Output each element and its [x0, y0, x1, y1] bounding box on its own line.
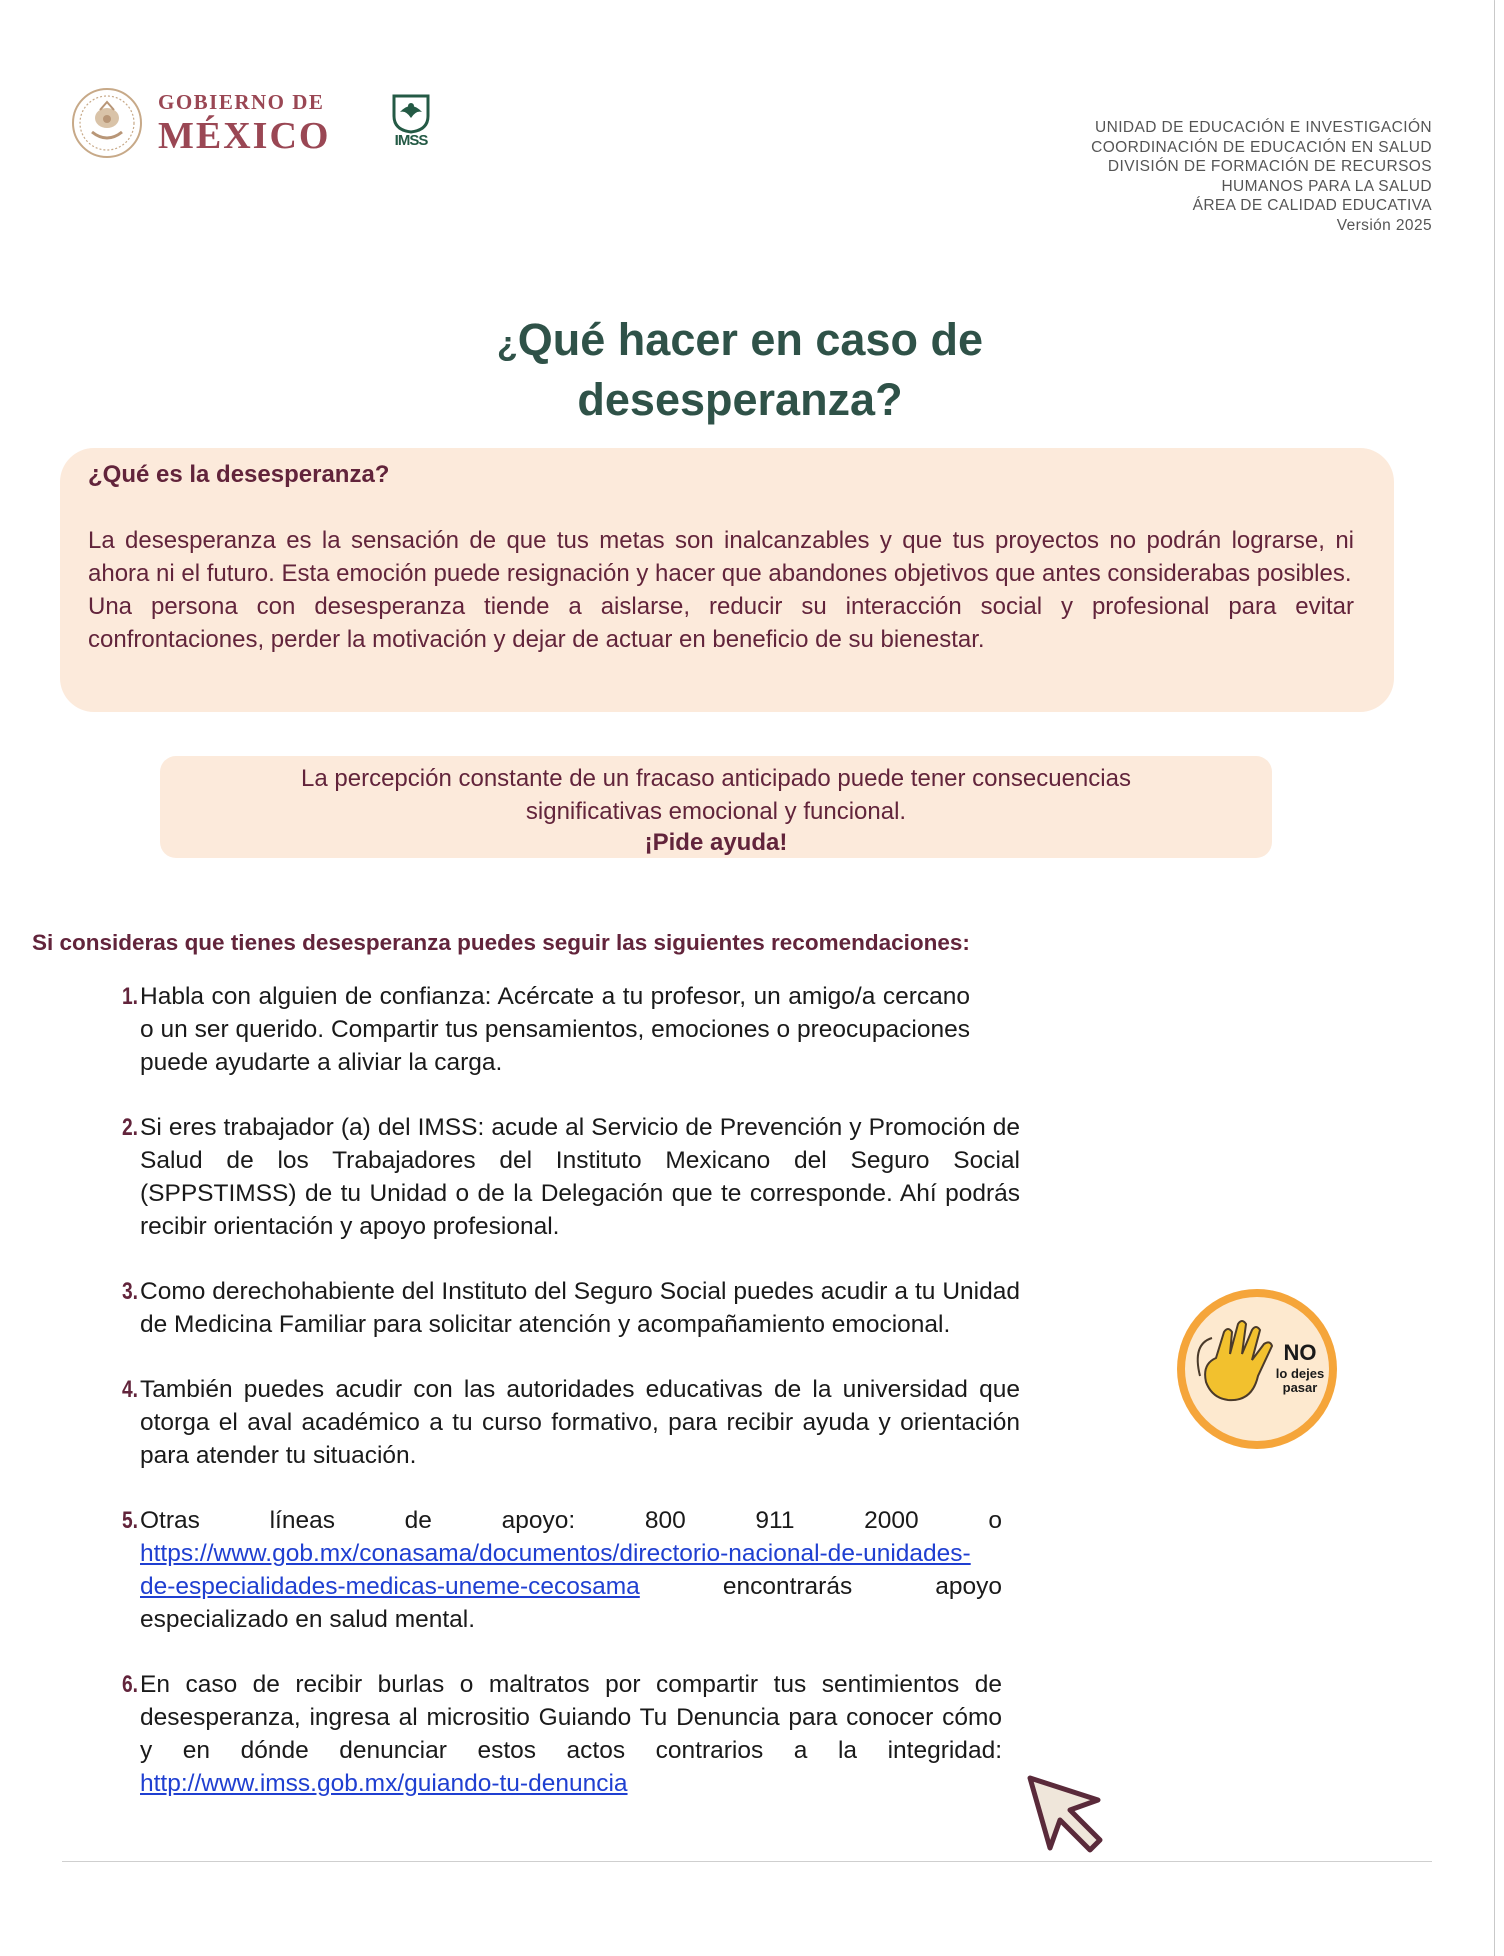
list-number: 3.	[121, 1278, 138, 1305]
imss-logo-text: IMSS	[394, 132, 428, 149]
list-item	[70, 1275, 1020, 1341]
notice-box	[160, 756, 1272, 858]
list-item-text: Si eres trabajador (a) del IMSS: acude al Servicio de Prevención y Promoción de Salud de los Trabajadores del Instituto Mexicano del Seguro Social (SPPSTIMSS) de tu Unidad o de la Delegación que te corresponde. Ahí podrás recibir orientación y apoyo profesional.	[140, 1114, 1020, 1240]
recommendations-intro: Si consideras que tienes desesperanza puedes seguir las siguientes recomendaciones:	[32, 930, 970, 955]
badge-line1: NO	[1283, 1340, 1317, 1365]
list-item	[70, 980, 1020, 1079]
institution-line: COORDINACIÓN DE EDUCACIÓN EN SALUD	[1091, 138, 1432, 156]
list-item-text: Otras líneas de apoyo: 800 911 2000 o https://www.gob.mx/conasama/documentos/directorio-nacional-de-unidades-de-especialidades-medicas-uneme-cecosama encontrarás apoyo especializado en salud mental.	[140, 1507, 1002, 1633]
no-lo-dejes-pasar-badge	[1172, 1284, 1342, 1454]
list-number: 1.	[121, 983, 138, 1010]
definition-paragraph: Una persona con desesperanza tiende a aislarse, reducir su interacción social y profesional para evitar confrontaciones, perder la motivación y dejar de actuar en beneficio de su bienestar.	[88, 593, 1354, 653]
definition-paragraph: La desesperanza es la sensación de que tus metas son inalcanzables y que tus proyectos no podrán lograrse, ni ahora ni el futuro. Esta emoción puede resignación y hacer que abandones objetivos que antes considerabas posibles.	[88, 527, 1354, 587]
list-number: 5.	[121, 1507, 138, 1534]
gobierno-de-mexico-logo	[70, 86, 360, 160]
badge-line3: pasar	[1282, 1380, 1318, 1395]
list-number: 4.	[121, 1376, 138, 1403]
coat-of-arms-seal-icon	[70, 86, 144, 160]
page-edge	[1494, 0, 1504, 1956]
page-title	[340, 312, 1140, 428]
list-item-text: También puedes acudir con las autoridades educativas de la universidad que otorga el aval académico a tu curso formativo, para recibir ayuda y orientación para atender tu situación.	[140, 1376, 1020, 1469]
cursor-arrow-icon	[1024, 1772, 1108, 1856]
institution-line: UNIDAD DE EDUCACIÓN E INVESTIGACIÓN	[1095, 119, 1432, 136]
institution-line: DIVISIÓN DE FORMACIÓN DE RECURSOS	[1107, 158, 1432, 176]
list-item-text: Habla con alguien de confianza: Acércate a tu profesor, un amigo/a cercano o un ser querido. Compartir tus pensamientos, emociones o preocupaciones puede ayudarte a aliviar la carga.	[140, 983, 970, 1076]
list-item-text: Como derechohabiente del Instituto del Seguro Social puedes acudir a tu Unidad de Medicina Familiar para solicitar atención y acompañamiento emocional.	[140, 1278, 1020, 1338]
definition-box	[60, 448, 1394, 712]
recommendations-list	[70, 980, 1020, 1832]
list-item-text: En caso de recibir burlas o maltratos por compartir tus sentimientos de desesperanza, ingresa al micrositio Guiando Tu Denuncia para conocer cómo y en dónde denunciar estos actos contrarios a la integridad: http://www.imss.gob.mx/guiando-tu-denuncia	[140, 1671, 1002, 1797]
imss-logo	[386, 92, 436, 152]
institution-line: HUMANOS PARA LA SALUD	[1221, 177, 1432, 195]
notice-line: La percepción constante de un fracaso anticipado puede tener consecuencias	[301, 765, 1131, 792]
imss-eagle-icon	[386, 92, 436, 134]
guiando-tu-denuncia-link[interactable]: http://www.imss.gob.mx/guiando-tu-denuncia	[140, 1770, 628, 1797]
list-item	[70, 1668, 1020, 1800]
title-line2: desesperanza?	[577, 374, 903, 425]
list-item	[70, 1373, 1020, 1472]
version-label: Versión 2025	[1336, 216, 1432, 234]
footer-divider	[62, 1861, 1432, 1862]
definition-heading: ¿Qué es la desesperanza?	[88, 461, 390, 488]
list-item	[70, 1504, 1020, 1636]
list-item	[70, 1111, 1020, 1243]
list-number: 2.	[121, 1114, 138, 1141]
notice-line: significativas emocional y funcional.	[525, 798, 907, 825]
gob-logo-line2: MÉXICO	[158, 115, 331, 157]
conasama-link[interactable]: https://www.gob.mx/conasama/documentos/directorio-nacional-de-unidades-de-especialidades-medicas-uneme-cecosama	[140, 1540, 971, 1600]
list-number: 6.	[121, 1671, 138, 1698]
title-line1: Qué hacer en caso de	[517, 314, 983, 365]
gob-logo-line1: GOBIERNO DE	[158, 90, 325, 114]
title-question-mark: ¿	[497, 325, 518, 363]
notice-cta: ¡Pide ayuda!	[644, 829, 788, 856]
badge-line2: lo dejes	[1275, 1366, 1325, 1381]
institution-block	[1091, 118, 1432, 236]
institution-line: ÁREA DE CALIDAD EDUCATIVA	[1192, 197, 1432, 215]
